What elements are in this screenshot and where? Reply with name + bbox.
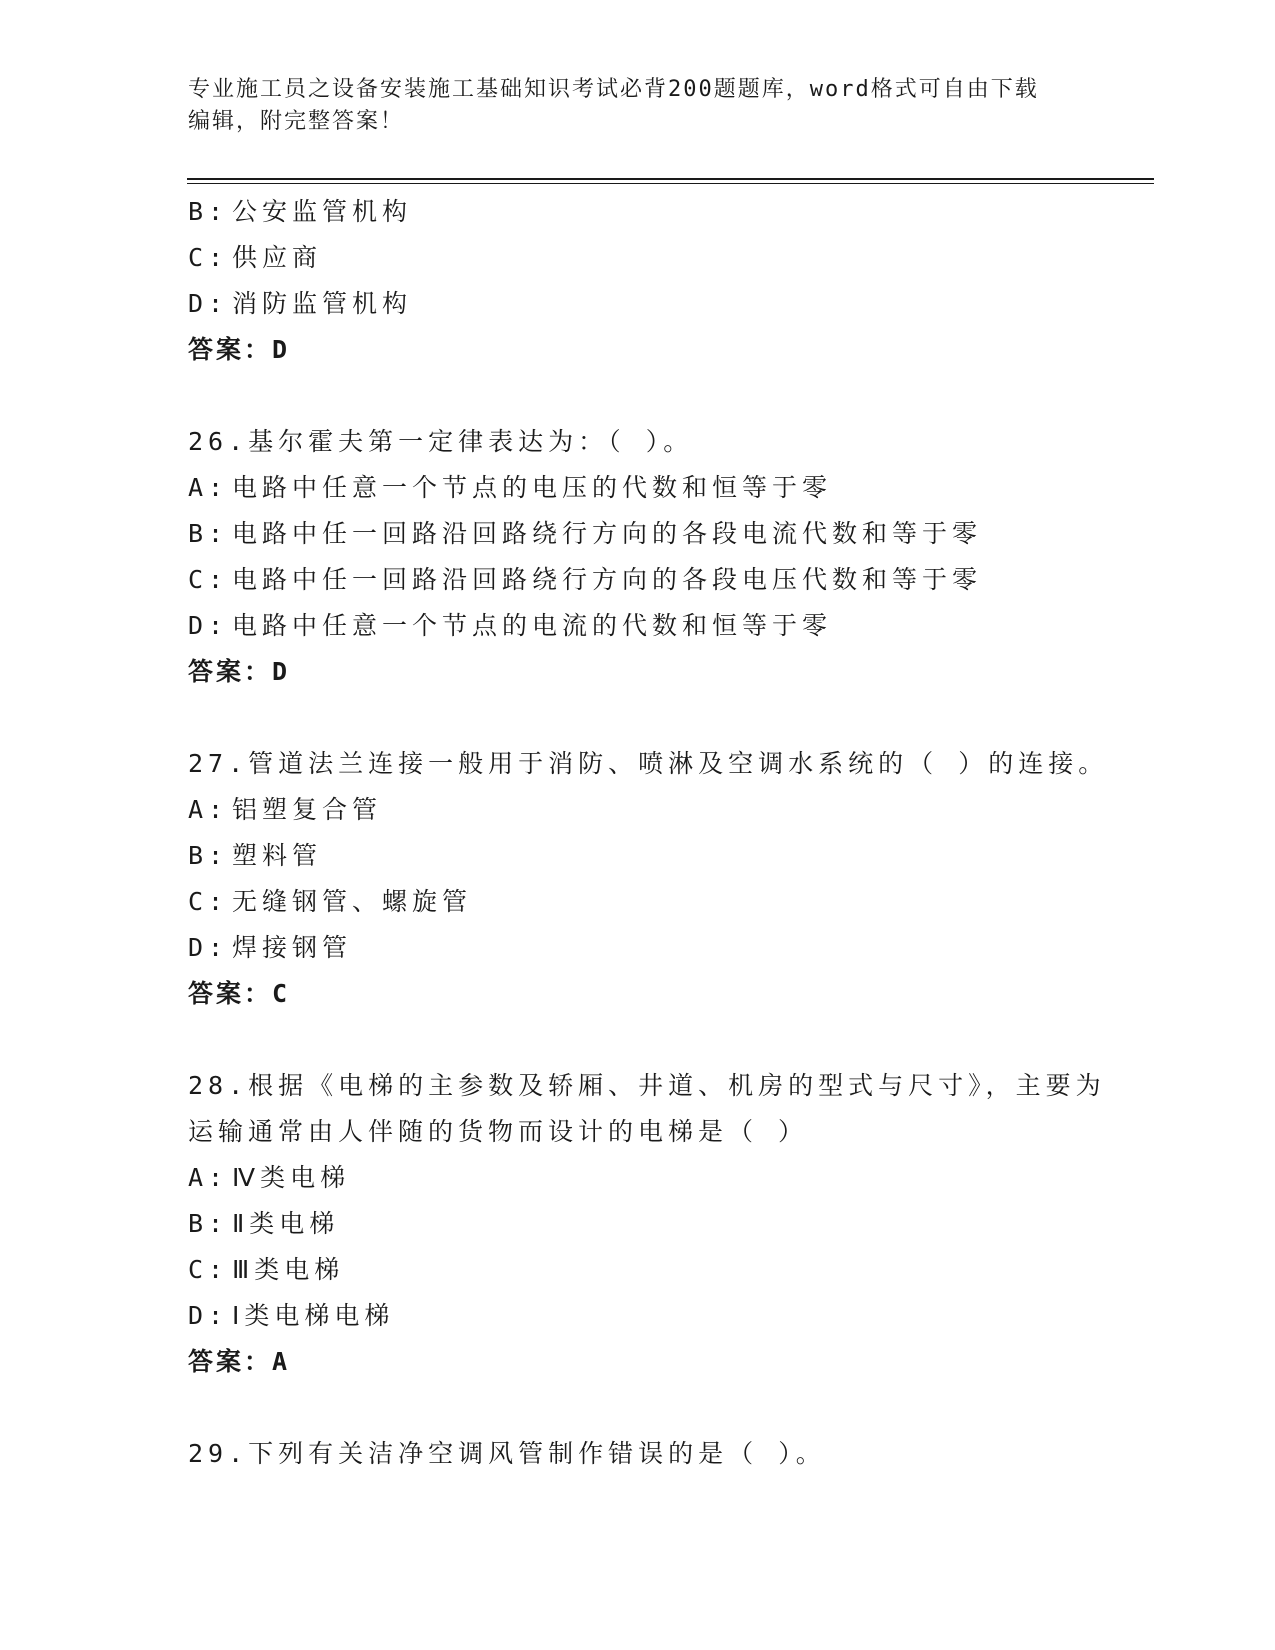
question-28 bbox=[188, 1063, 1148, 1385]
option-letter: B: bbox=[188, 197, 229, 226]
question-stem: 27.管道法兰连接一般用于消防、喷淋及空调水系统的（ ）的连接。 bbox=[188, 749, 1109, 778]
option-text: 公安监管机构 bbox=[232, 197, 413, 226]
option-letter: C: bbox=[188, 1255, 229, 1284]
question-stem: 29.下列有关洁净空调风管制作错误的是（ ）。 bbox=[188, 1439, 826, 1468]
question-stem: 26.基尔霍夫第一定律表达为：（ ）。 bbox=[188, 427, 694, 456]
option-text: 消防监管机构 bbox=[232, 289, 413, 318]
option-text: Ⅰ类电梯电梯 bbox=[232, 1301, 395, 1330]
answer-line: 答案：D bbox=[188, 657, 291, 686]
question-26 bbox=[188, 419, 1148, 695]
option-b bbox=[188, 189, 1148, 235]
answer-line: 答案：C bbox=[188, 979, 291, 1008]
option-a bbox=[188, 787, 1148, 833]
option-letter: C: bbox=[188, 565, 229, 594]
option-letter: C: bbox=[188, 243, 229, 272]
option-d bbox=[188, 281, 1148, 327]
option-text: Ⅱ类电梯 bbox=[232, 1209, 340, 1238]
document-body bbox=[188, 189, 1148, 1477]
option-letter: A: bbox=[188, 1163, 229, 1192]
question-stem-continued: 运输通常由人伴随的货物而设计的电梯是（ ） bbox=[188, 1117, 809, 1146]
option-d bbox=[188, 925, 1148, 971]
page-header bbox=[188, 74, 1088, 138]
option-text: Ⅲ类电梯 bbox=[232, 1255, 345, 1284]
question-gap bbox=[188, 373, 1148, 419]
option-text: 焊接钢管 bbox=[232, 933, 353, 962]
option-letter: D: bbox=[188, 611, 229, 640]
header-line-1: 专业施工员之设备安装施工基础知识考试必背200题题库，word格式可自由下载 bbox=[188, 77, 1039, 102]
option-d bbox=[188, 1293, 1148, 1339]
question-gap bbox=[188, 695, 1148, 741]
header-line-2: 编辑，附完整答案！ bbox=[188, 109, 405, 134]
option-d bbox=[188, 603, 1148, 649]
header-divider-thick bbox=[187, 178, 1154, 180]
option-b bbox=[188, 511, 1148, 557]
option-letter: A: bbox=[188, 795, 229, 824]
question-27 bbox=[188, 741, 1148, 1017]
option-letter: B: bbox=[188, 841, 229, 870]
option-letter: C: bbox=[188, 887, 229, 916]
option-c bbox=[188, 1247, 1148, 1293]
option-text: 塑料管 bbox=[232, 841, 323, 870]
option-letter: B: bbox=[188, 519, 229, 548]
option-b bbox=[188, 833, 1148, 879]
option-c bbox=[188, 879, 1148, 925]
option-letter: A: bbox=[188, 473, 229, 502]
option-letter: B: bbox=[188, 1209, 229, 1238]
question-29 bbox=[188, 1431, 1148, 1477]
option-c bbox=[188, 557, 1148, 603]
question-stem: 28.根据《电梯的主参数及轿厢、井道、机房的型式与尺寸》，主要为 bbox=[188, 1071, 1106, 1100]
option-text: 电路中任意一个节点的电压的代数和恒等于零 bbox=[232, 473, 833, 502]
option-b bbox=[188, 1201, 1148, 1247]
option-text: 电路中任意一个节点的电流的代数和恒等于零 bbox=[232, 611, 833, 640]
answer-line: 答案：A bbox=[188, 1347, 291, 1376]
question-25-continued bbox=[188, 189, 1148, 373]
question-gap bbox=[188, 1017, 1148, 1063]
option-text: Ⅳ类电梯 bbox=[232, 1163, 351, 1192]
option-text: 铝塑复合管 bbox=[232, 795, 383, 824]
option-c bbox=[188, 235, 1148, 281]
header-divider-thin bbox=[187, 183, 1154, 184]
option-letter: D: bbox=[188, 289, 229, 318]
option-a bbox=[188, 465, 1148, 511]
answer-line: 答案：D bbox=[188, 335, 291, 364]
option-text: 电路中任一回路沿回路绕行方向的各段电流代数和等于零 bbox=[232, 519, 983, 548]
option-text: 无缝钢管、螺旋管 bbox=[232, 887, 473, 916]
option-a bbox=[188, 1155, 1148, 1201]
option-text: 电路中任一回路沿回路绕行方向的各段电压代数和等于零 bbox=[232, 565, 983, 594]
option-letter: D: bbox=[188, 1301, 229, 1330]
question-gap bbox=[188, 1385, 1148, 1431]
option-text: 供应商 bbox=[232, 243, 323, 272]
option-letter: D: bbox=[188, 933, 229, 962]
